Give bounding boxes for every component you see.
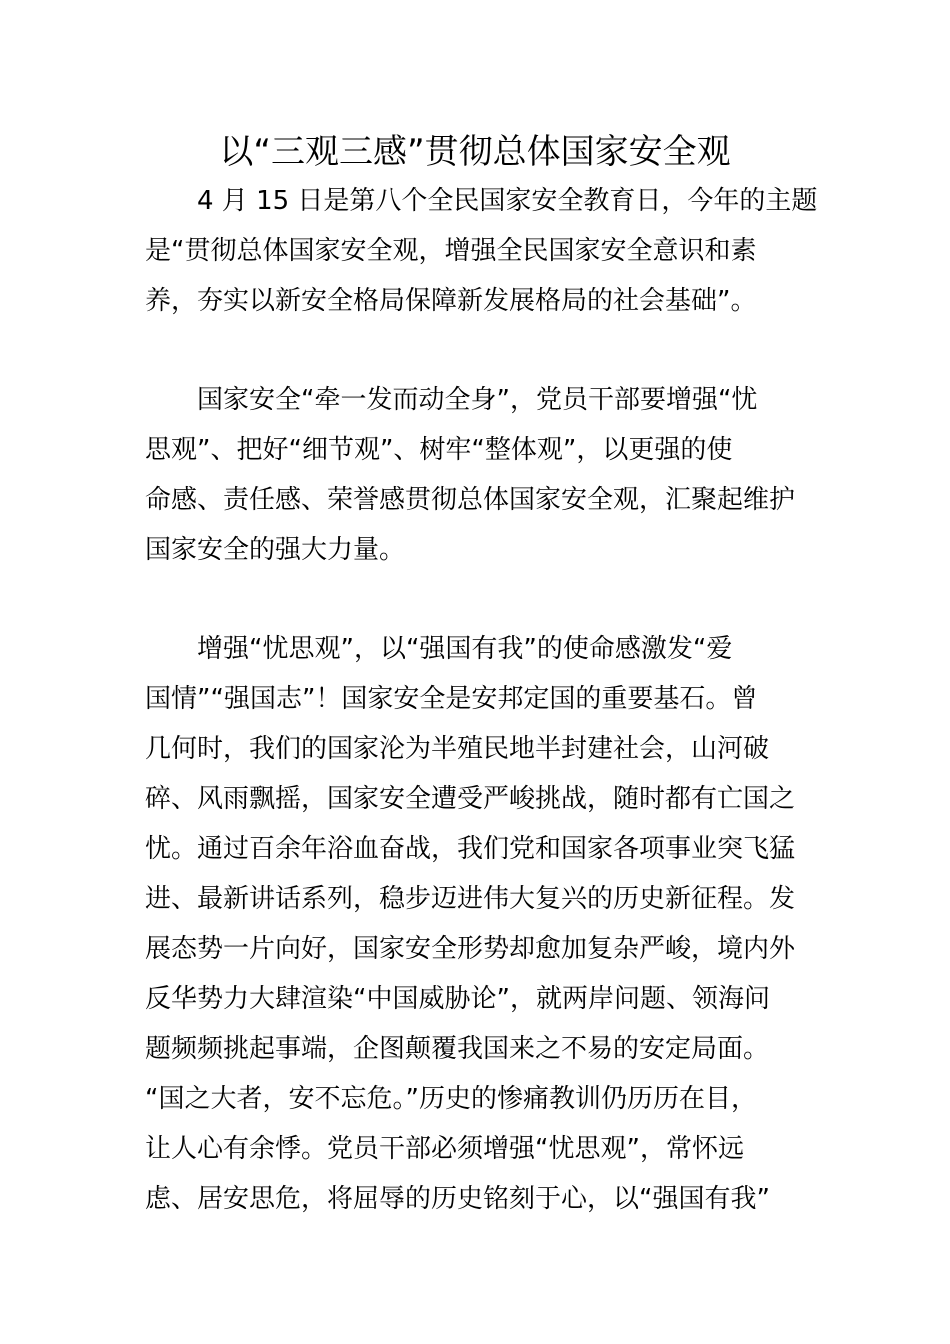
paragraph-3-line-1: 增强“忧思观”，以“强国有我”的使命感激发“爱 (145, 634, 733, 664)
paragraph-2-line-1: 国家安全“牵一发而动全身”，党员干部要增强“忧 (145, 385, 758, 415)
paragraph-1-line-2: 是“贯彻总体国家安全观，增强全民国家安全意识和素 (145, 236, 757, 266)
paragraph-3-line-9: 题频频挑起事端，企图颠覆我国来之不易的安定局面。 (145, 1034, 770, 1064)
paragraph-3-line-11: 让人心有余悸。党员干部必须增强“忧思观”，常怀远 (145, 1134, 744, 1164)
paragraph-3-line-7: 展态势一片向好，国家安全形势却愈加复杂严峻，境内外 (145, 934, 796, 964)
paragraph-1-line-1: 4 月 15 日是第八个全民国家安全教育日，今年的主题 (145, 186, 818, 216)
paragraph-3-line-10: “国之大者，安不忘危。”历史的惨痛教训仍历历在目， (145, 1084, 757, 1114)
paragraph-2-line-4: 国家安全的强大力量。 (145, 535, 406, 565)
paragraph-2-line-3: 命感、责任感、荣誉感贯彻总体国家安全观，汇聚起维护 (145, 485, 796, 515)
paragraph-3-line-5: 忧。通过百余年浴血奋战，我们党和国家各项事业突飞猛 (145, 834, 796, 864)
paragraph-3-line-12: 虑、居安思危，将屈辱的历史铭刻于心，以“强国有我” (145, 1184, 770, 1214)
paragraph-3-line-4: 碎、风雨飘摇，国家安全遭受严峻挑战，随时都有亡国之 (145, 784, 796, 814)
paragraph-3-line-6: 进、最新讲话系列，稳步迈进伟大复兴的历史新征程。发 (145, 884, 796, 914)
document-title: 以“三观三感”贯彻总体国家安全观 (219, 132, 731, 172)
paragraph-3-line-8: 反华势力大肆渲染“中国威胁论”，就两岸问题、领海问 (145, 984, 770, 1014)
paragraph-1-line-3: 养，夯实以新安全格局保障新发展格局的社会基础”。 (145, 286, 757, 316)
paragraph-2-line-2: 思观”、把好“细节观”、树牢“整体观”，以更强的使 (145, 435, 733, 465)
paragraph-3-line-3: 几何时，我们的国家沦为半殖民地半封建社会，山河破 (145, 734, 770, 764)
paragraph-3-line-2: 国情”“强国志”！国家安全是安邦定国的重要基石。曾 (145, 684, 758, 714)
